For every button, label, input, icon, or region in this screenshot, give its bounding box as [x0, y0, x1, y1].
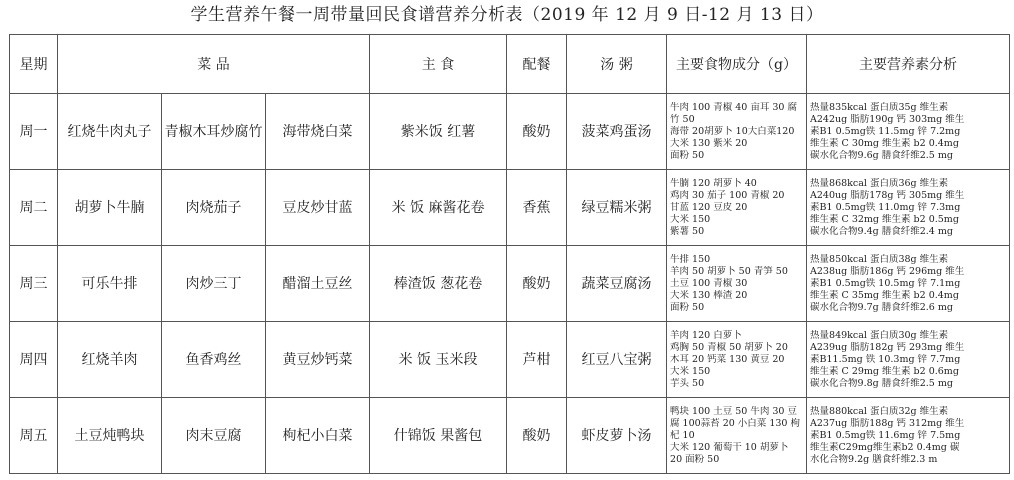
side-cell: 酸奶	[507, 94, 567, 170]
day-cell: 周五	[10, 398, 58, 474]
side-cell: 酸奶	[507, 398, 567, 474]
dish-cell: 醋溜土豆丝	[266, 246, 370, 322]
staple-cell: 紫米饭 红薯	[370, 94, 507, 170]
nutrition-line: 碳水化合物9.7g 膳食纤维2.6 mg	[810, 301, 953, 313]
day-cell: 周三	[10, 246, 58, 322]
component-line: 杞 10	[670, 429, 695, 441]
component-line: 牛肉 100 青椒 40 亩耳 30 腐	[670, 101, 797, 113]
nutrition-line: 碳水化合物9.8g 膳食纤维2.5 mg	[810, 377, 953, 389]
staple-cell: 棒渣饭 葱花卷	[370, 246, 507, 322]
dish-cell: 枸杞小白菜	[266, 398, 370, 474]
component-line: 竹 50	[670, 113, 695, 125]
table-row	[10, 322, 1010, 398]
component-line: 鸭块 100 土豆 50 牛肉 30 豆	[670, 405, 797, 417]
day-cell: 周一	[10, 94, 58, 170]
components-cell	[667, 94, 807, 170]
component-line: 大米 130 紫米 20	[670, 137, 748, 149]
nutrition-line: 维生素 C 29mg 维生素 b2 0.6mg	[810, 365, 959, 377]
staple-cell: 米 饭 麻酱花卷	[370, 170, 507, 246]
dish-cell: 红烧羊肉	[58, 322, 162, 398]
component-line: 羊肉 120 白萝卜	[670, 329, 742, 341]
dish-cell: 红烧牛肉丸子	[58, 94, 162, 170]
staple-cell: 米 饭 玉米段	[370, 322, 507, 398]
component-line: 面粉 50	[670, 301, 705, 313]
component-line: 土豆 100 青椒 30	[670, 277, 748, 289]
header-staple: 主 食	[370, 35, 507, 94]
nutrition-line: 碳水化合物9.6g 膳食纤维2.5 mg	[810, 149, 953, 161]
component-line: 鸡肉 30 茄子 100 青椒 20	[670, 189, 785, 201]
component-line: 牛排 150	[670, 253, 711, 265]
nutrition-line: 热量880kcal 蛋白质32g 维生素	[810, 405, 949, 417]
header-components: 主要食物成分（g）	[667, 35, 807, 94]
nutrition-line: 热量849kcal 蛋白质30g 维生素	[810, 329, 949, 341]
nutrition-line: 维生素 C 35mg 维生素 b2 0.4mg	[810, 289, 959, 301]
header-soup: 汤 粥	[567, 35, 667, 94]
side-cell: 香蕉	[507, 170, 567, 246]
soup-cell: 菠菜鸡蛋汤	[567, 94, 667, 170]
nutrition-line: A238ug 脂肪186g 钙 296mg 维生	[810, 265, 965, 277]
component-line: 大米 120 葡萄干 10 胡萝卜	[670, 441, 789, 453]
component-line: 甘蓝 120 豆皮 20	[670, 201, 748, 213]
nutrition-line: 热量868kcal 蛋白质36g 维生素	[810, 177, 949, 189]
dish-cell: 豆皮炒甘蓝	[266, 170, 370, 246]
nutrition-line: A239ug 脂肪182g 钙 293mg 维生	[810, 341, 965, 353]
dish-cell: 肉烧茄子	[162, 170, 266, 246]
nutrition-line: 素B11.5mg 铁 10.3mg 锌 7.7mg	[810, 353, 961, 365]
component-line: 大米 150	[670, 365, 711, 377]
header-dishes: 菜 品	[58, 35, 370, 94]
staple-cell: 什锦饭 果酱包	[370, 398, 507, 474]
component-line: 木耳 20 钙菜 130 黄豆 20	[670, 353, 785, 365]
dish-cell: 土豆炖鸭块	[58, 398, 162, 474]
header-weekday: 星期	[10, 35, 58, 94]
side-cell: 酸奶	[507, 246, 567, 322]
dish-cell: 海带烧白菜	[266, 94, 370, 170]
component-line: 羊肉 50 胡萝卜 50 青笋 50	[670, 265, 788, 277]
nutrition-line: 素B1 0.5mg铁 11.6mg 锌 7.5mg	[810, 429, 961, 441]
soup-cell: 蔬菜豆腐汤	[567, 246, 667, 322]
component-line: 腐 100蒜苔 20 小白菜 130 枸	[670, 417, 800, 429]
components-cell	[667, 246, 807, 322]
nutrition-line: A237ug 脂肪188g 钙 312mg 维生	[810, 417, 965, 429]
table-row	[10, 94, 1010, 170]
dish-cell: 可乐牛排	[58, 246, 162, 322]
table-row	[10, 246, 1010, 322]
components-cell	[667, 170, 807, 246]
nutrition-cell	[807, 94, 1010, 170]
day-cell: 周二	[10, 170, 58, 246]
component-line: 鸡胸 50 青椒 50 胡萝卜 20	[670, 341, 788, 353]
nutrition-line: 素B1 0.5mg铁 11.5mg 锌 7.2mg	[810, 125, 961, 137]
header-side: 配餐	[507, 35, 567, 94]
component-line: 紫薯 50	[670, 225, 705, 237]
nutrition-line: 碳水化合物9.4g 膳食纤维2.4 mg	[810, 225, 953, 237]
header-nutrition: 主要营养素分析	[807, 35, 1010, 94]
nutrition-line: A242ug 脂肪190g 钙 303mg 维生	[810, 113, 965, 125]
dish-cell: 青椒木耳炒腐竹	[162, 94, 266, 170]
dish-cell: 肉炒三丁	[162, 246, 266, 322]
nutrition-line: 热量850kcal 蛋白质38g 维生素	[810, 253, 949, 265]
nutrition-line: 维生素 C 30mg 维生素 b2 0.4mg	[810, 137, 959, 149]
day-cell: 周四	[10, 322, 58, 398]
components-cell	[667, 398, 807, 474]
nutrition-line: 维生素C29mg维生素b2 0.4mg 碳	[810, 441, 960, 453]
component-line: 芋头 50	[670, 377, 705, 389]
nutrition-line: 水化合物9.2g 膳食纤维2.3 m	[810, 453, 938, 465]
menu-table	[9, 34, 1010, 474]
soup-cell: 虾皮萝卜汤	[567, 398, 667, 474]
dish-cell: 黄豆炒钙菜	[266, 322, 370, 398]
header-row	[10, 35, 1010, 94]
nutrition-line: 热量835kcal 蛋白质35g 维生素	[810, 101, 949, 113]
soup-cell: 绿豆糯米粥	[567, 170, 667, 246]
dish-cell: 鱼香鸡丝	[162, 322, 266, 398]
dish-cell: 肉末豆腐	[162, 398, 266, 474]
table-row	[10, 398, 1010, 474]
page-title: 学生营养午餐一周带量回民食谱营养分析表（2019 年 12 月 9 日-12 月 13 日）	[190, 5, 824, 25]
component-line: 面粉 50	[670, 149, 705, 161]
table-row	[10, 170, 1010, 246]
nutrition-line: 素B1 0.5mg铁 11.0mg 锌 7.3mg	[810, 201, 961, 213]
nutrition-cell	[807, 322, 1010, 398]
dish-cell: 胡萝卜牛腩	[58, 170, 162, 246]
component-line: 20 面粉 50	[670, 453, 720, 465]
nutrition-cell	[807, 170, 1010, 246]
nutrition-cell	[807, 398, 1010, 474]
component-line: 大米 150	[670, 213, 711, 225]
components-cell	[667, 322, 807, 398]
nutrition-cell	[807, 246, 1010, 322]
nutrition-line: A240ug 脂肪178g 钙 305mg 维生	[810, 189, 965, 201]
nutrition-line: 素B1 0.5mg铁 10.5mg 锌 7.1mg	[810, 277, 961, 289]
component-line: 大米 130 棒渣 20	[670, 289, 748, 301]
side-cell: 芦柑	[507, 322, 567, 398]
component-line: 牛腩 120 胡萝卜 40	[670, 177, 757, 189]
component-line: 海带 20胡萝卜 10大白菜120	[670, 125, 795, 137]
nutrition-line: 维生素 C 32mg 维生素 b2 0.5mg	[810, 213, 959, 225]
soup-cell: 红豆八宝粥	[567, 322, 667, 398]
